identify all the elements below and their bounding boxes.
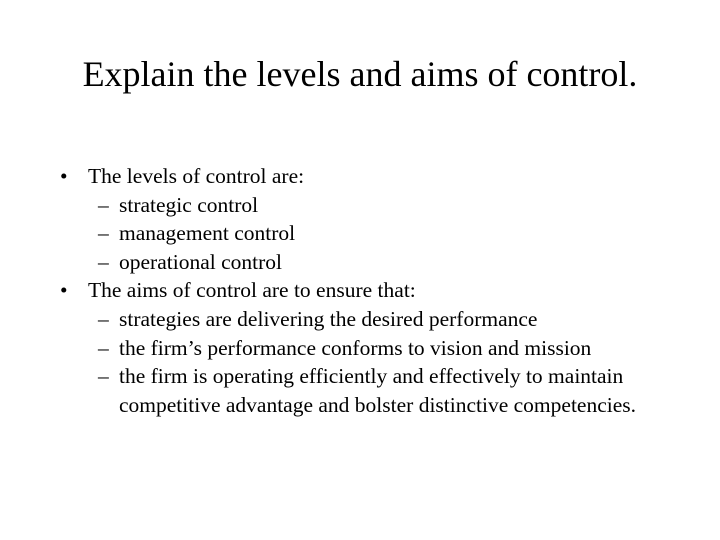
dash-icon: – [98,249,109,274]
bullet-icon: • [60,164,68,188]
sub-bullet-item [60,334,690,363]
sub-bullet-text: the firm’s performance conforms to vision and mission [119,335,592,360]
sub-bullet-item [60,191,690,220]
bullet-text: The levels of control are: [88,164,305,188]
bullet-item [60,162,690,191]
dash-icon: – [98,221,109,246]
sub-bullet-item [60,362,690,419]
sub-bullet-text: operational control [119,249,282,274]
slide-title: Explain the levels and aims of control. [82,54,638,94]
bullet-icon: • [60,278,68,303]
slide-content [60,162,690,419]
dash-icon: – [98,306,109,331]
dash-icon: – [98,364,109,389]
sub-bullet-text: the firm is operating efficiently and effectively to maintain competitive advantage and bolster distinctive competencies. [119,364,637,417]
sub-bullet-item [60,305,690,334]
bullet-text: The aims of control are to ensure that: [88,278,416,303]
dash-icon: – [98,192,109,217]
bullet-item [60,276,690,305]
sub-bullet-text: strategies are delivering the desired performance [119,306,538,331]
sub-bullet-item [60,219,690,248]
dash-icon: – [98,335,109,360]
sub-bullet-text: management control [119,221,296,246]
sub-bullet-text: strategic control [119,192,259,217]
sub-bullet-item [60,248,690,277]
